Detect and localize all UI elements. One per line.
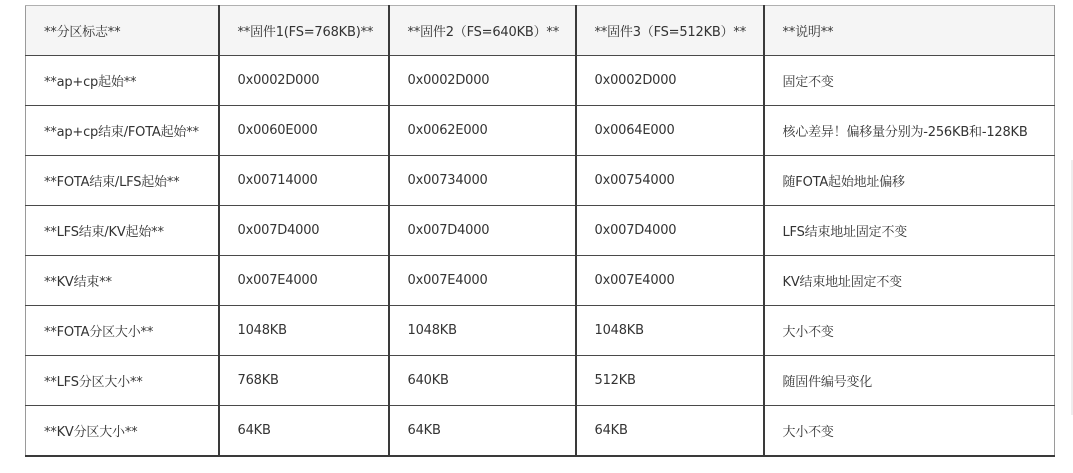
cell-firmware-1: 0x0060E000 (219, 106, 389, 156)
cell-firmware-3: 0x0064E000 (576, 106, 764, 156)
cell-partition-flag: **KV结束** (26, 256, 219, 306)
table-row (26, 256, 1055, 306)
cell-firmware-1: 0x007E4000 (219, 256, 389, 306)
table-row (26, 56, 1055, 106)
cell-description: 随FOTA起始地址偏移 (764, 156, 1055, 206)
cell-partition-flag: **KV分区大小** (26, 406, 219, 457)
cell-partition-flag: **FOTA分区大小** (26, 306, 219, 356)
table-header-row (26, 6, 1055, 56)
cell-description: KV结束地址固定不变 (764, 256, 1055, 306)
table-row (26, 106, 1055, 156)
cell-firmware-3: 0x007D4000 (576, 206, 764, 256)
cell-firmware-1: 64KB (219, 406, 389, 457)
header-firmware-2: **固件2（FS=640KB）** (389, 6, 576, 56)
cell-firmware-2: 640KB (389, 356, 576, 406)
table-row (26, 356, 1055, 406)
cell-firmware-3: 0x0002D000 (576, 56, 764, 106)
table-row (26, 156, 1055, 206)
cell-firmware-2: 0x007E4000 (389, 256, 576, 306)
cell-firmware-1: 1048KB (219, 306, 389, 356)
cell-firmware-2: 0x00734000 (389, 156, 576, 206)
partition-table (25, 5, 1055, 457)
cell-partition-flag: **ap+cp起始** (26, 56, 219, 106)
cell-firmware-3: 0x00754000 (576, 156, 764, 206)
table-row (26, 306, 1055, 356)
cell-firmware-3: 0x007E4000 (576, 256, 764, 306)
table-row (26, 206, 1055, 256)
cell-firmware-2: 64KB (389, 406, 576, 457)
table-row (26, 406, 1055, 457)
header-description: **说明** (764, 6, 1055, 56)
cell-description: 大小不变 (764, 306, 1055, 356)
cell-firmware-2: 0x0062E000 (389, 106, 576, 156)
cell-firmware-3: 64KB (576, 406, 764, 457)
cell-partition-flag: **LFS分区大小** (26, 356, 219, 406)
cell-description: LFS结束地址固定不变 (764, 206, 1055, 256)
cell-description: 固定不变 (764, 56, 1055, 106)
cell-firmware-2: 0x0002D000 (389, 56, 576, 106)
cell-firmware-2: 1048KB (389, 306, 576, 356)
cell-description: 核心差异！偏移量分别为-256KB和-128KB (764, 106, 1055, 156)
cell-partition-flag: **LFS结束/KV起始** (26, 206, 219, 256)
header-partition-flag: **分区标志** (26, 6, 219, 56)
cell-firmware-3: 1048KB (576, 306, 764, 356)
cell-firmware-1: 0x0002D000 (219, 56, 389, 106)
cell-firmware-1: 768KB (219, 356, 389, 406)
cell-firmware-1: 0x007D4000 (219, 206, 389, 256)
cell-partition-flag: **ap+cp结束/FOTA起始** (26, 106, 219, 156)
cell-firmware-3: 512KB (576, 356, 764, 406)
header-firmware-1: **固件1(FS=768KB)** (219, 6, 389, 56)
cell-firmware-1: 0x00714000 (219, 156, 389, 206)
cell-description: 随固件编号变化 (764, 356, 1055, 406)
cell-partition-flag: **FOTA结束/LFS起始** (26, 156, 219, 206)
cell-description: 大小不变 (764, 406, 1055, 457)
cell-firmware-2: 0x007D4000 (389, 206, 576, 256)
header-firmware-3: **固件3（FS=512KB）** (576, 6, 764, 56)
partition-table-container (25, 5, 1055, 457)
